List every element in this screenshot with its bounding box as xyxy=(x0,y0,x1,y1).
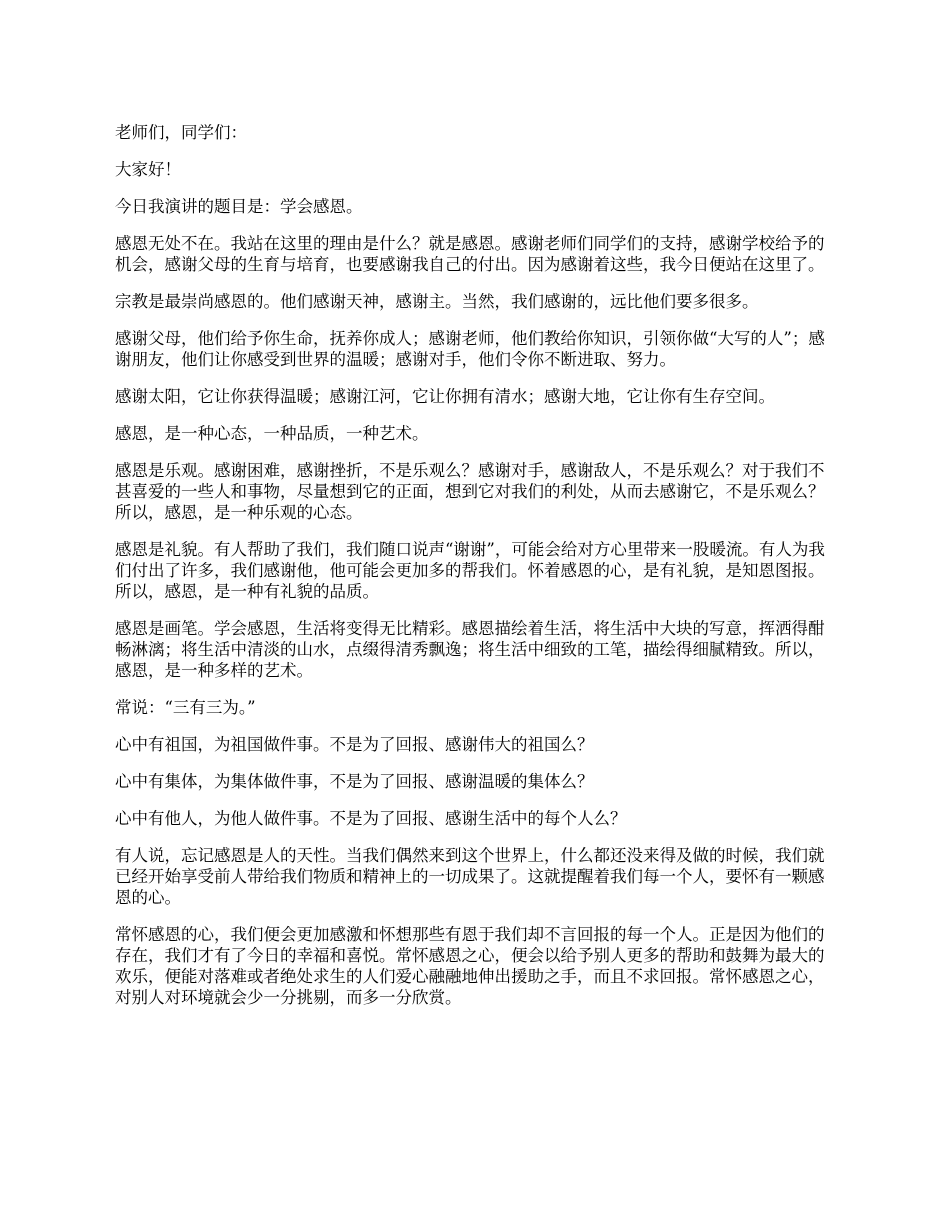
paragraph: 感恩，是一种心态，一种品质，一种艺术。 xyxy=(115,424,429,443)
paragraph: 心中有集体，为集体做件事，不是为了回报、感谢温暖的集体么？ xyxy=(115,772,594,791)
salutation: 老师们，同学们： xyxy=(115,123,247,142)
paragraph: 常说：“三有三为。” xyxy=(115,698,256,717)
paragraph: 宗教是最崇尚感恩的。他们感谢天神，感谢主。当然，我们感谢的，远比他们要多很多。 xyxy=(115,292,759,311)
greeting: 大家好！ xyxy=(115,160,181,179)
paragraph: 感恩是礼貌。有人帮助了我们，我们随口说声“谢谢”，可能会给对方心里带来一股暖流。有人为我们付出了许多，我们感谢他，他可能会更加多的帮我们。怀着感恩的心，是有礼貌，是知恩图报。所以，感恩，是一种有礼貌的品质。 xyxy=(115,540,825,601)
paragraph: 心中有祖国，为祖国做件事。不是为了回报、感谢伟大的祖国么？ xyxy=(115,735,594,754)
paragraph: 感谢太阳，它让你获得温暖；感谢江河，它让你拥有清水；感谢大地，它让你有生存空间。 xyxy=(115,387,775,406)
paragraph: 感恩无处不在。我站在这里的理由是什么？就是感恩。感谢老师们同学们的支持，感谢学校给予的机会，感谢父母的生育与培育，也要感谢我自己的付出。因为感谢着这些，我今日便站在这里了。 xyxy=(115,234,825,274)
paragraph: 有人说，忘记感恩是人的天性。当我们偶然来到这个世界上，什么都还没来得及做的时候，我们就已经开始享受前人带给我们物质和精神上的一切成果了。这就提醒着我们每一个人，要怀有一颗感恩的心。 xyxy=(115,846,825,907)
paragraph: 感恩是乐观。感谢困难，感谢挫折，不是乐观么？感谢对手，感谢敌人，不是乐观么？对于我们不甚喜爱的一些人和事物，尽量想到它的正面，想到它对我们的利处，从而去感谢它，不是乐观么？所以，感恩，是一种乐观的心态。 xyxy=(115,461,825,522)
paragraph: 感谢父母，他们给予你生命，抚养你成人；感谢老师，他们教给你知识，引领你做“大写的人”；感谢朋友，他们让你感受到世界的温暖；感谢对手，他们令你不断进取、努力。 xyxy=(115,329,825,369)
paragraph: 常怀感恩的心，我们便会更加感激和怀想那些有恩于我们却不言回报的每一个人。正是因为他们的存在，我们才有了今日的幸福和喜悦。常怀感恩之心，便会以给予别人更多的帮助和鼓舞为最大的欢乐，便能对落难或者绝处求生的人们爱心融融地伸出援助之手，而且不求回报。常怀感恩之心，对别人对环境就会少一分挑剔，而多一分欣赏。 xyxy=(115,925,825,1007)
paragraph: 心中有他人，为他人做件事。不是为了回报、感谢生活中的每个人么？ xyxy=(115,809,627,828)
speech-topic: 今日我演讲的题目是：学会感恩。 xyxy=(115,197,363,216)
document-page xyxy=(115,122,835,1024)
paragraph: 感恩是画笔。学会感恩，生活将变得无比精彩。感恩描绘着生活，将生活中大块的写意，挥洒得酣畅淋漓；将生活中清淡的山水，点缀得清秀飘逸；将生活中细致的工笔，描绘得细腻精致。所以，感恩，是一种多样的艺术。 xyxy=(115,619,825,680)
